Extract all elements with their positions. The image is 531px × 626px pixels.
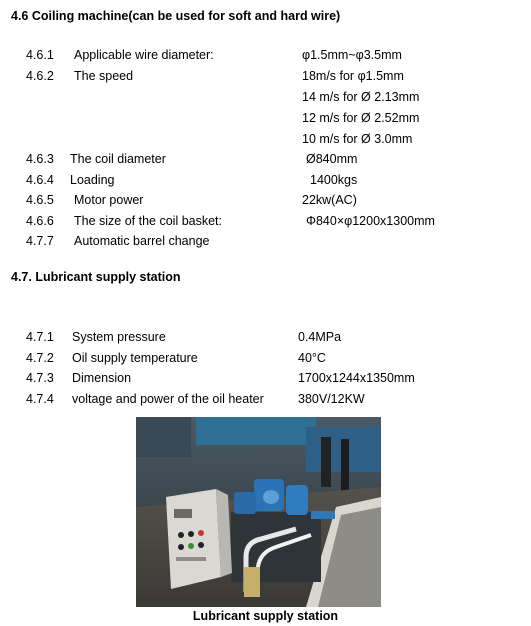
row-num: 4.7.2 [26,351,54,365]
row-value: 1700x1244x1350mm [298,371,415,385]
row-value: 22kw(AC) [302,193,357,207]
row-label: Motor power [74,193,144,207]
row-value: Ø840mm [306,152,358,166]
row-num: 4.6.5 [26,193,54,207]
row-num: 4.6.1 [26,48,54,62]
section-4-7-heading: 4.7. Lubricant supply station [11,270,181,284]
section-4-6-heading: 4.6 Coiling machine(can be used for soft and hard wire) [11,9,341,23]
row-value: 10 m/s for Ø 3.0mm [302,132,413,146]
lubricant-station-photo [136,417,381,607]
row-value: 12 m/s for Ø 2.52mm [302,111,420,125]
row-label: Oil supply temperature [72,351,198,365]
row-num: 4.7.1 [26,330,54,344]
row-value: 18m/s for φ1.5mm [302,69,404,83]
row-label: Dimension [72,371,132,385]
row-label: The speed [74,69,134,83]
row-num: 4.6.4 [26,173,54,187]
row-num: 4.6.2 [26,69,54,83]
row-num: 4.6.3 [26,152,54,166]
row-value: Φ840×φ1200x1300mm [306,214,435,228]
row-num: 4.6.6 [26,214,54,228]
row-label: Applicable wire diameter: [74,48,214,62]
row-label: Automatic barrel change [74,234,210,248]
row-label: The size of the coil basket: [74,214,222,228]
row-num: 4.7.7 [26,234,54,248]
row-value: 1400kgs [310,173,358,187]
row-label: voltage and power of the oil heater [72,392,264,406]
row-value: φ1.5mm~φ3.5mm [302,48,402,62]
photo-caption: Lubricant supply station [192,609,339,623]
row-num: 4.7.4 [26,392,54,406]
row-value: 0.4MPa [298,330,342,344]
row-value: 40°C [298,351,326,365]
row-value: 14 m/s for Ø 2.13mm [302,90,420,104]
row-label: System pressure [72,330,166,344]
row-label: The coil diameter [70,152,166,166]
row-value: 380V/12KW [298,392,365,406]
row-num: 4.7.3 [26,371,54,385]
row-label: Loading [70,173,115,187]
